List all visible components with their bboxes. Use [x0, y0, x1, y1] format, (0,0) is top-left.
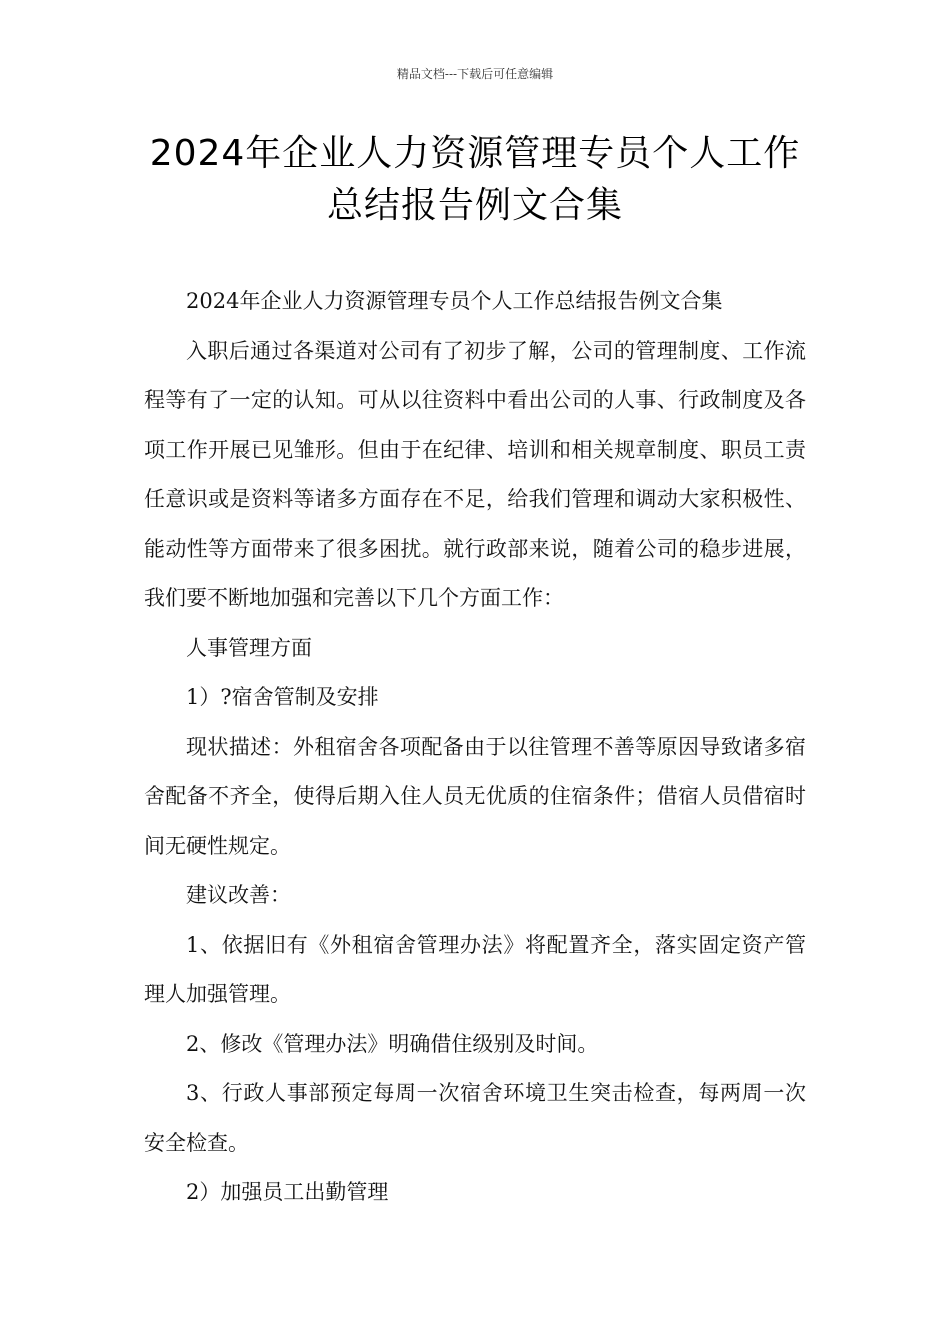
paragraph-suggestion-label: 建议改善：: [186, 883, 291, 907]
paragraph-intro: 入职后通过各渠道对公司有了初步了解，公司的管理制度、工作流程等有了一定的认知。可从以往资料中看出公司的人事、行政制度及各项工作开展已见雏形。但由于在纪律、培训和相关规章制度、职员工责任意识或是资料等诸多方面存在不足，给我们管理和调动大家积极性、能动性等方面带来了很多困扰。就行政部来说，随着公司的稳步进展，我们要不断地加强和完善以下几个方面工作：: [144, 338, 806, 610]
title-line-1: 2024年企业人力资源管理专员个人工作: [149, 133, 801, 174]
suggestion-item-1: 1、依据旧有《外租宿舍管理办法》将配置齐全，落实固定资产管理人加强管理。: [144, 932, 806, 1006]
suggestion-item-2: 2、修改《管理办法》明确借住级别及时间。: [186, 1031, 599, 1056]
header-note: 精品文档---下载后可任意编辑: [396, 67, 554, 81]
section-heading-personnel: 人事管理方面: [186, 635, 312, 660]
title-line-2: 总结报告例文合集: [326, 185, 623, 226]
document-body: [144, 277, 806, 1218]
document-title: [100, 128, 850, 232]
paragraph-status: 现状描述：外租宿舍各项配备由于以往管理不善等原因导致诸多宿舍配备不齐全，使得后期入住人员无优质的住宿条件；借宿人员借宿时间无硬性规定。: [144, 734, 806, 858]
suggestion-item-3: 3、行政人事部预定每周一次宿舍环境卫生突击检查，每两周一次安全检查。: [144, 1081, 806, 1155]
paragraph-subtitle: 2024年企业人力资源管理专员个人工作总结报告例文合集: [186, 289, 723, 313]
item-heading-dormitory: 1）?宿舍管制及安排: [186, 685, 379, 709]
item-heading-attendance: 2）加强员工出勤管理: [186, 1180, 389, 1204]
